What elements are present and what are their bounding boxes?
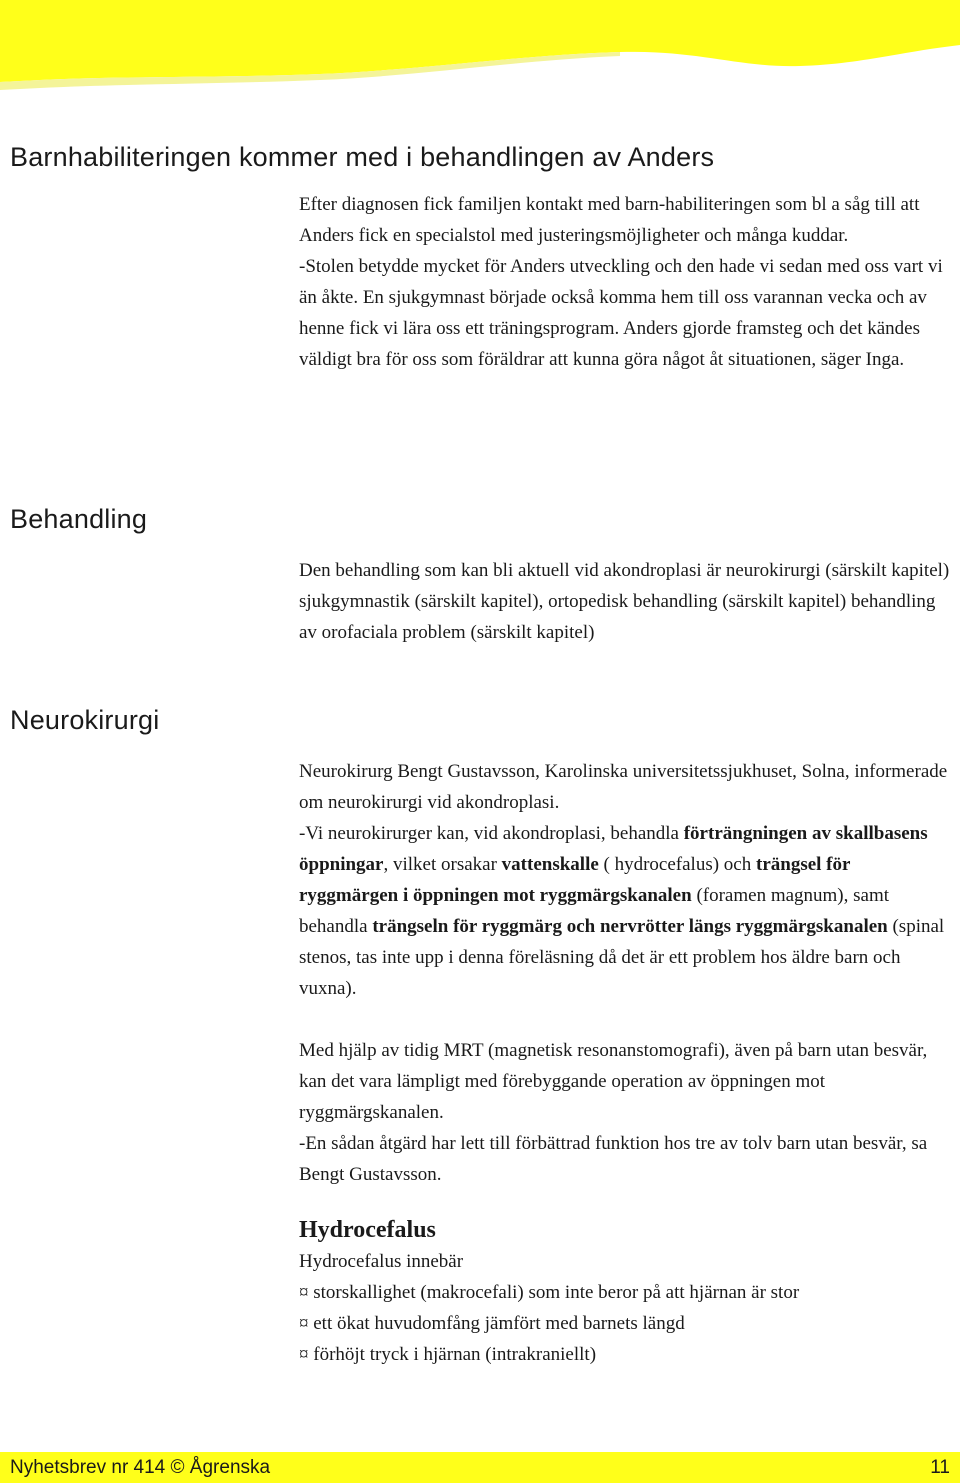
hydrocefalus-section: [299, 1214, 951, 1370]
neurokirurgi-text: [299, 756, 951, 1190]
heading-neurokirurgi: Neurokirurgi: [10, 705, 160, 735]
bold-term: vattenskalle: [501, 854, 599, 875]
hydrocefalus-intro: Hydrocefalus innebär: [299, 1251, 464, 1272]
text-fragment: -Vi neurokirurger kan, vid akondroplasi, behandla: [299, 823, 684, 844]
behandling-text: [299, 555, 951, 648]
text-fragment: , vilket orsakar: [383, 854, 502, 875]
page-footer: [0, 1452, 960, 1483]
barnhab-paragraph-2: -Stolen betydde mycket för Anders utveckling och den hade vi sedan med oss vart vi än åkte. En sjukgymnast började också komma hem till oss varannan vecka och av henne fick vi lära oss ett träningsprogram. Anders gjorde framsteg och det kändes väldigt bra för oss som föräldrar att kunna göra något åt situationen, säger Inga.: [299, 256, 943, 370]
behandling-paragraph: Den behandling som kan bli aktuell vid akondroplasi är neurokirurgi (särskilt kapitel) sjukgymnastik (särskilt kapitel), ortopedisk behandling (särskilt kapitel) behandling av orofaciala problem (särskilt kapitel): [299, 560, 950, 643]
text-fragment: (foramen magnum), samt behandla: [299, 885, 890, 937]
neurokirurgi-paragraph-4: -En sådan åtgärd har lett till förbättrad funktion hos tre av tolv barn utan besvär, sa Bengt Gustavsson.: [299, 1133, 928, 1185]
text-fragment: ( hydrocefalus) och: [598, 854, 756, 875]
footer-publication: Nyhetsbrev nr 414 © Ågrenska: [10, 1457, 271, 1478]
barnhab-text: [299, 189, 951, 375]
neurokirurgi-paragraph-3: Med hjälp av tidig MRT (magnetisk resonanstomografi), även på barn utan besvär, kan det vara lämpligt med förebyggande operation av öppningen mot ryggmärgskanalen.: [299, 1040, 928, 1123]
neurokirurgi-paragraph-2: [299, 818, 951, 1004]
header-yellow-band: [0, 0, 960, 100]
heading-hydrocefalus: Hydrocefalus: [299, 1217, 436, 1243]
bold-term: trängseln för ryggmärg och nervrötter längs ryggmärgskanalen: [372, 916, 888, 937]
barnhab-paragraph-1: Efter diagnosen fick familjen kontakt med barn-habiliteringen som bl a såg till att Anders fick en specialstol med justeringsmöjligheter och många kuddar.: [299, 194, 920, 246]
page-number: 11: [930, 1457, 950, 1478]
bold-term: trängsel för ryggmärgen i öppningen mot ryggmärgskanalen: [299, 854, 851, 906]
heading-behandling: Behandling: [10, 504, 148, 534]
text-fragment: (spinal stenos, tas inte upp i denna föreläsning då det är ett problem hos äldre barn och vuxna).: [299, 916, 945, 999]
list-item: ¤ storskallighet (makrocefali) som inte beror på att hjärnan är stor: [299, 1282, 800, 1303]
heading-barnhabiliteringen: Barnhabiliteringen kommer med i behandlingen av Anders: [10, 142, 715, 172]
list-item: ¤ förhöjt tryck i hjärnan (intrakraniellt): [299, 1344, 597, 1365]
bold-term: förträngningen av skallbasens öppningar: [299, 823, 928, 875]
neurokirurgi-paragraph-1: Neurokirurg Bengt Gustavsson, Karolinska universitetssjukhuset, Solna, informerade om neurokirurgi vid akondroplasi.: [299, 761, 948, 813]
list-item: ¤ ett ökat huvudomfång jämfört med barnets längd: [299, 1313, 685, 1334]
